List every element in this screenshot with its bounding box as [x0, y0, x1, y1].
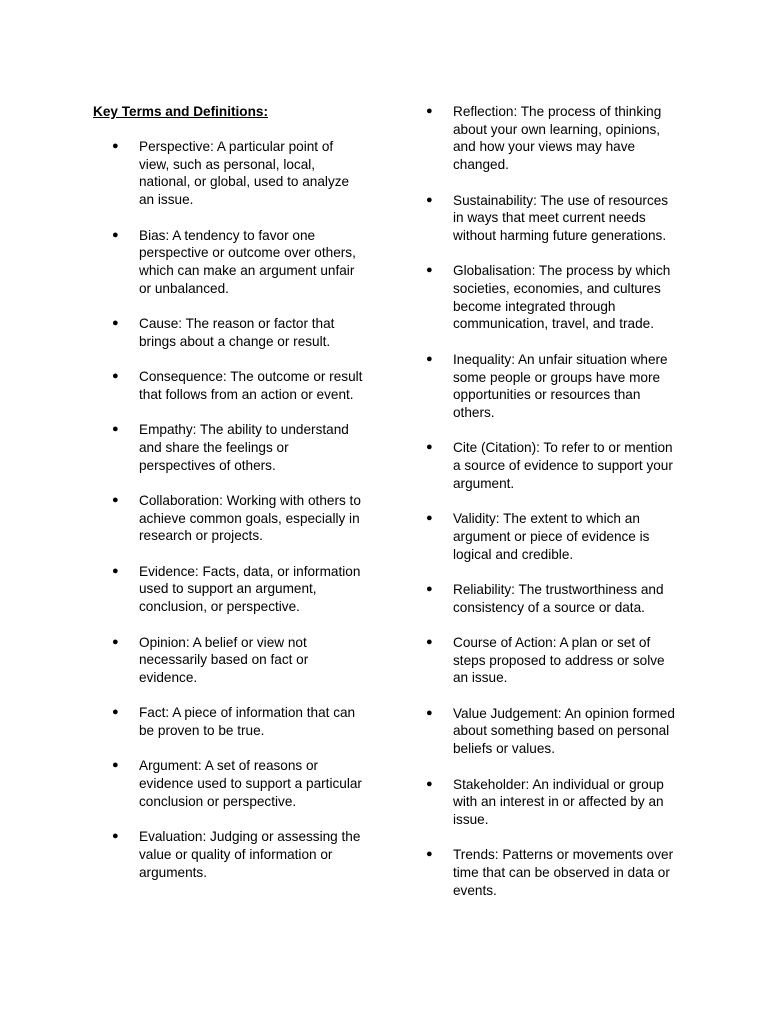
term-list-item — [112, 634, 344, 687]
term-list-item — [426, 439, 678, 492]
terms-list-left — [112, 138, 363, 899]
term-definition: Cite (Citation): To refer to or mention a source of evidence to support your argument. — [453, 440, 673, 491]
term-definition: Fact: A piece of information that can be proven to be true. — [139, 705, 356, 739]
term-definition: Value Judgement: An opinion formed about something based on personal beliefs or values. — [453, 705, 675, 757]
bullet-icon: ● — [426, 848, 433, 861]
term-list-item — [112, 138, 350, 209]
term-list-item — [426, 192, 678, 245]
bullet-icon: ● — [112, 759, 119, 772]
term-list-item — [426, 776, 678, 829]
bullet-icon: ● — [112, 423, 119, 436]
bullet-icon: ● — [426, 706, 433, 719]
term-definition: Sustainability: The use of resources in ways that meet current needs without harming future generations. — [453, 192, 669, 243]
term-definition: Validity: The extent to which an argument or piece of evidence is logical and credible. — [453, 511, 650, 562]
term-definition: Consequence: The outcome or result that follows from an action or event. — [139, 369, 363, 402]
term-definition: Trends: Patterns or movements over time that can be observed in data or events. — [453, 847, 674, 898]
term-list-item — [112, 368, 363, 403]
term-definition: Perspective: A particular point of view, such as personal, local, national, or global, used to analyze an issue. — [139, 139, 350, 208]
term-definition: Stakeholder: An individual or group with an interest in or affected by an issue. — [453, 776, 664, 827]
term-definition: Argument: A set of reasons or evidence used to support a particular conclusion or perspective. — [139, 758, 362, 809]
bullet-icon: ● — [112, 493, 119, 506]
bullet-icon: ● — [112, 830, 119, 843]
term-list-item — [112, 315, 344, 350]
term-list-item — [426, 846, 678, 899]
term-list-item — [426, 705, 678, 758]
term-definition: Collaboration: Working with others to achieve common goals, especially in research or projects. — [139, 492, 361, 544]
term-definition: Course of Action: A plan or set of steps proposed to address or solve an issue. — [453, 634, 665, 686]
bullet-icon: ● — [112, 140, 119, 152]
bullet-icon: ● — [426, 105, 433, 117]
bullet-icon: ● — [426, 777, 433, 790]
term-list-item — [426, 103, 678, 174]
term-definition: Reliability: The trustworthiness and consistency of a source or data. — [453, 581, 664, 615]
term-list-item — [426, 262, 678, 333]
term-definition: Globalisation: The process by which societies, economies, and cultures become integrated through communication, travel, and trade. — [453, 263, 671, 332]
term-definition: Evidence: Facts, data, or information used to support an argument, conclusion, or perspective. — [139, 563, 361, 615]
term-definition: Evaluation: Judging or assessing the value or quality of information or arguments. — [139, 829, 361, 880]
bullet-icon: ● — [112, 370, 119, 383]
bullet-icon: ● — [426, 352, 433, 365]
term-list-item — [426, 510, 678, 563]
bullet-icon: ● — [426, 512, 433, 525]
term-definition: Bias: A tendency to favor one perspective or outcome over others, which can make an argument unfair or unbalanced. — [139, 227, 356, 296]
term-list-item — [112, 492, 361, 545]
term-list-item — [112, 828, 361, 881]
term-list-item — [426, 351, 678, 422]
page-title: Key Terms and Definitions: — [93, 104, 268, 119]
bullet-icon: ● — [426, 582, 433, 595]
terms-list-right — [426, 103, 678, 917]
term-list-item — [112, 227, 356, 298]
bullet-icon: ● — [426, 264, 433, 277]
term-definition: Cause: The reason or factor that brings about a change or result. — [139, 316, 335, 349]
bullet-icon: ● — [112, 564, 119, 577]
bullet-icon: ● — [112, 706, 119, 719]
term-list-item — [426, 634, 678, 687]
bullet-icon: ● — [112, 228, 119, 241]
term-list-item — [112, 421, 349, 474]
bullet-icon: ● — [426, 441, 433, 454]
bullet-icon: ● — [426, 635, 433, 648]
term-definition: Inequality: An unfair situation where some people or groups have more opportunities or resources than others. — [453, 351, 668, 420]
term-list-item — [112, 563, 361, 616]
bullet-icon: ● — [112, 635, 119, 648]
term-definition: Reflection: The process of thinking about your own learning, opinions, and how your views may have changed. — [453, 104, 662, 173]
term-list-item — [112, 757, 362, 810]
term-list-item — [426, 581, 678, 616]
bullet-icon: ● — [426, 193, 433, 206]
term-list-item — [112, 704, 356, 739]
term-definition: Opinion: A belief or view not necessarily based on fact or evidence. — [139, 634, 309, 685]
term-definition: Empathy: The ability to understand and share the feelings or perspectives of others. — [139, 422, 349, 473]
bullet-icon: ● — [112, 317, 119, 329]
